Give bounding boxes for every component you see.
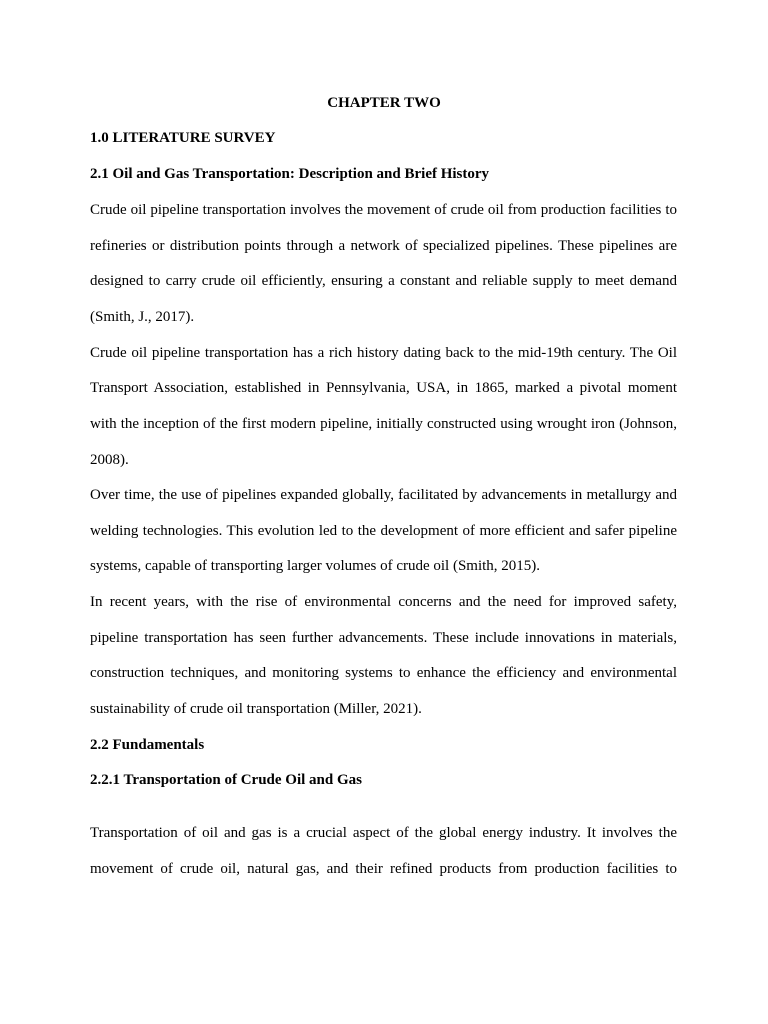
- paragraph-4-line: pipeline transportation has seen further advancements. These include innovations in materials,: [90, 630, 677, 646]
- chapter-title: CHAPTER TWO: [327, 95, 441, 111]
- paragraph-2-line: Crude oil pipeline transportation has a rich history dating back to the mid-19th century. The Oil: [90, 345, 677, 361]
- paragraph-1-line: (Smith, J., 2017).: [90, 309, 195, 325]
- paragraph-1-line: designed to carry crude oil efficiently, ensuring a constant and reliable supply to meet demand: [90, 273, 677, 289]
- paragraph-2-line: with the inception of the first modern pipeline, initially constructed using wrought iron (Johnson,: [90, 416, 677, 432]
- paragraph-4-line: construction techniques, and monitoring systems to enhance the efficiency and environmental: [90, 665, 677, 681]
- paragraph-5-line: Transportation of oil and gas is a crucial aspect of the global energy industry. It involves the: [90, 825, 677, 841]
- paragraph-2-line: 2008).: [90, 452, 129, 468]
- paragraph-4-line: In recent years, with the rise of environmental concerns and the need for improved safety,: [90, 594, 677, 610]
- paragraph-1-line: refineries or distribution points through a network of specialized pipelines. These pipelines are: [90, 238, 677, 254]
- subsection-heading-2-1: 2.1 Oil and Gas Transportation: Description and Brief History: [90, 166, 490, 182]
- subsection-heading-2-2-1: 2.2.1 Transportation of Crude Oil and Gas: [90, 772, 362, 788]
- section-heading-literature-survey: 1.0 LITERATURE SURVEY: [90, 130, 276, 146]
- paragraph-1-line: Crude oil pipeline transportation involves the movement of crude oil from production facilities to: [90, 202, 677, 218]
- paragraph-2-line: Transport Association, established in Pennsylvania, USA, in 1865, marked a pivotal moment: [90, 380, 677, 396]
- paragraph-3-line: systems, capable of transporting larger volumes of crude oil (Smith, 2015).: [90, 558, 541, 574]
- paragraph-4-line: sustainability of crude oil transportation (Miller, 2021).: [90, 701, 422, 717]
- subsection-heading-2-2: 2.2 Fundamentals: [90, 737, 205, 753]
- paragraph-3-line: Over time, the use of pipelines expanded globally, facilitated by advancements in metallurgy and: [90, 487, 677, 503]
- paragraph-5-line: movement of crude oil, natural gas, and their refined products from production facilities to: [90, 861, 677, 877]
- paragraph-3-line: welding technologies. This evolution led to the development of more efficient and safer pipeline: [90, 523, 677, 539]
